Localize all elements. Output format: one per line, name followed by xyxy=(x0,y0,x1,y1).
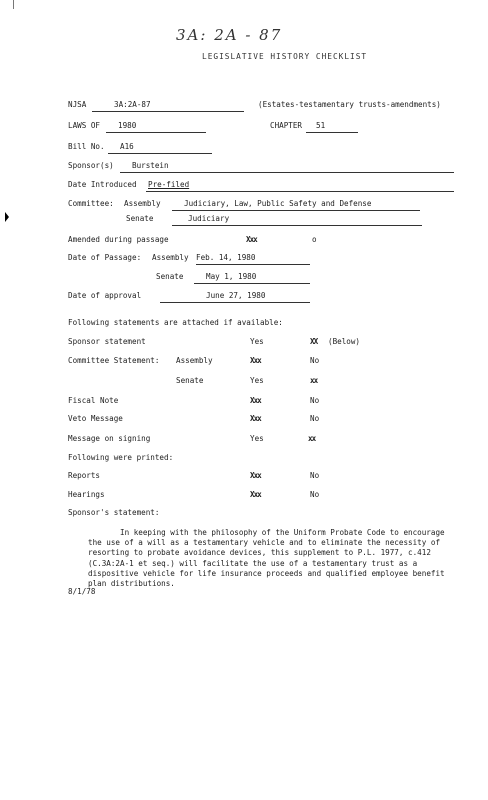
laws-label: LAWS OF xyxy=(68,121,101,130)
sponsor-statement-no-struck: XX xyxy=(310,337,318,346)
amended-label: Amended during passage xyxy=(68,235,169,244)
passage-label: Date of Passage: xyxy=(68,253,142,262)
sponsor-statement-note: (Below) xyxy=(328,337,361,346)
date-introduced-underline xyxy=(146,191,454,192)
passage-assembly-underline xyxy=(196,264,310,265)
committee-statement-assembly: Assembly xyxy=(176,356,213,365)
committee-label: Committee: xyxy=(68,199,114,208)
committee-assembly-label: Assembly xyxy=(124,199,161,208)
chapter-underline xyxy=(306,132,358,133)
fiscal-note-no: No xyxy=(310,396,320,405)
edge-mark xyxy=(13,0,14,9)
hearings-yes-struck: Xxx xyxy=(250,490,261,499)
bill-underline xyxy=(108,153,212,154)
attached-intro: Following statements are attached if available: xyxy=(68,318,283,327)
approval-value: June 27, 1980 xyxy=(206,291,266,300)
veto-message-no: No xyxy=(310,414,320,423)
committee-assembly-yes-struck: Xxx xyxy=(250,356,261,365)
margin-arrow-mark xyxy=(5,212,9,222)
passage-senate-underline xyxy=(194,283,310,284)
approval-label: Date of approval xyxy=(68,291,142,300)
reports-yes-struck: Xxx xyxy=(250,471,261,480)
committee-senate-no-struck: xx xyxy=(310,376,318,385)
date-code: 8/1/78 xyxy=(68,587,96,596)
hearings-label: Hearings xyxy=(68,490,105,499)
date-introduced-label: Date Introduced xyxy=(68,180,137,189)
veto-message-yes-struck: Xxx xyxy=(250,414,261,423)
passage-assembly-value: Feb. 14, 1980 xyxy=(196,253,256,262)
fiscal-note-yes-struck: Xxx xyxy=(250,396,261,405)
passage-assembly-label: Assembly xyxy=(152,253,189,262)
committee-senate-value: Judiciary xyxy=(188,214,230,223)
committee-senate-yes: Yes xyxy=(250,376,264,385)
njsa-label: NJSA xyxy=(68,100,87,109)
reports-no: No xyxy=(310,471,320,480)
page-title: LEGISLATIVE HISTORY CHECKLIST xyxy=(202,52,368,61)
sponsor-label: Sponsor(s) xyxy=(68,161,114,170)
passage-senate-value: May 1, 1980 xyxy=(206,272,257,281)
message-signing-label: Message on signing xyxy=(68,434,151,443)
date-introduced-value: Pre-filed xyxy=(148,180,190,189)
laws-value: 1980 xyxy=(118,121,137,130)
handwritten-citation: 3A: 2A - 87 xyxy=(176,26,283,44)
passage-senate-label: Senate xyxy=(156,272,184,281)
fiscal-note-label: Fiscal Note xyxy=(68,396,119,405)
amended-no: o xyxy=(312,235,317,244)
sponsor-underline xyxy=(120,172,454,173)
committee-senate-underline xyxy=(172,225,422,226)
committee-assembly-underline xyxy=(172,210,420,211)
committee-senate-label: Senate xyxy=(126,214,154,223)
reports-label: Reports xyxy=(68,471,101,480)
printed-intro: Following were printed: xyxy=(68,453,174,462)
approval-underline xyxy=(160,302,310,303)
njsa-note: (Estates-testamentary trusts-amendments) xyxy=(258,100,441,109)
message-signing-yes: Yes xyxy=(250,434,264,443)
bill-label: Bill No. xyxy=(68,142,105,151)
njsa-value: 3A:2A-87 xyxy=(114,100,151,109)
sponsor-statement-yes: Yes xyxy=(250,337,264,346)
committee-statement-senate: Senate xyxy=(176,376,204,385)
bill-value: A16 xyxy=(120,142,134,151)
committee-statement-label: Committee Statement: xyxy=(68,356,160,365)
njsa-underline xyxy=(92,111,244,112)
sponsor-statement-label: Sponsor statement xyxy=(68,337,146,346)
statement-body: In keeping with the philosophy of the Uniform Probate Code to encourage the use of a will as a testamentary vehicle and to eliminate the necessity of resorting to probate avoidance devices, this supplement to P.L. 1977, c.412 (C.3A:2A-1 et seq.) will facilitate the use of a testamentary trust as a dispositive vehicle for life insurance proceeds and qualified employee benefit plan distributions. xyxy=(88,528,445,589)
committee-assembly-no: No xyxy=(310,356,320,365)
chapter-value: 51 xyxy=(316,121,326,130)
chapter-label: CHAPTER xyxy=(270,121,303,130)
amended-yes-struck: Xxx xyxy=(246,235,257,244)
committee-assembly-value: Judiciary, Law, Public Safety and Defense xyxy=(184,199,372,208)
statement-heading: Sponsor's statement: xyxy=(68,508,160,517)
veto-message-label: Veto Message xyxy=(68,414,123,423)
hearings-no: No xyxy=(310,490,320,499)
sponsor-value: Burstein xyxy=(132,161,169,170)
message-signing-no-struck: xx xyxy=(308,434,316,443)
laws-underline xyxy=(106,132,206,133)
